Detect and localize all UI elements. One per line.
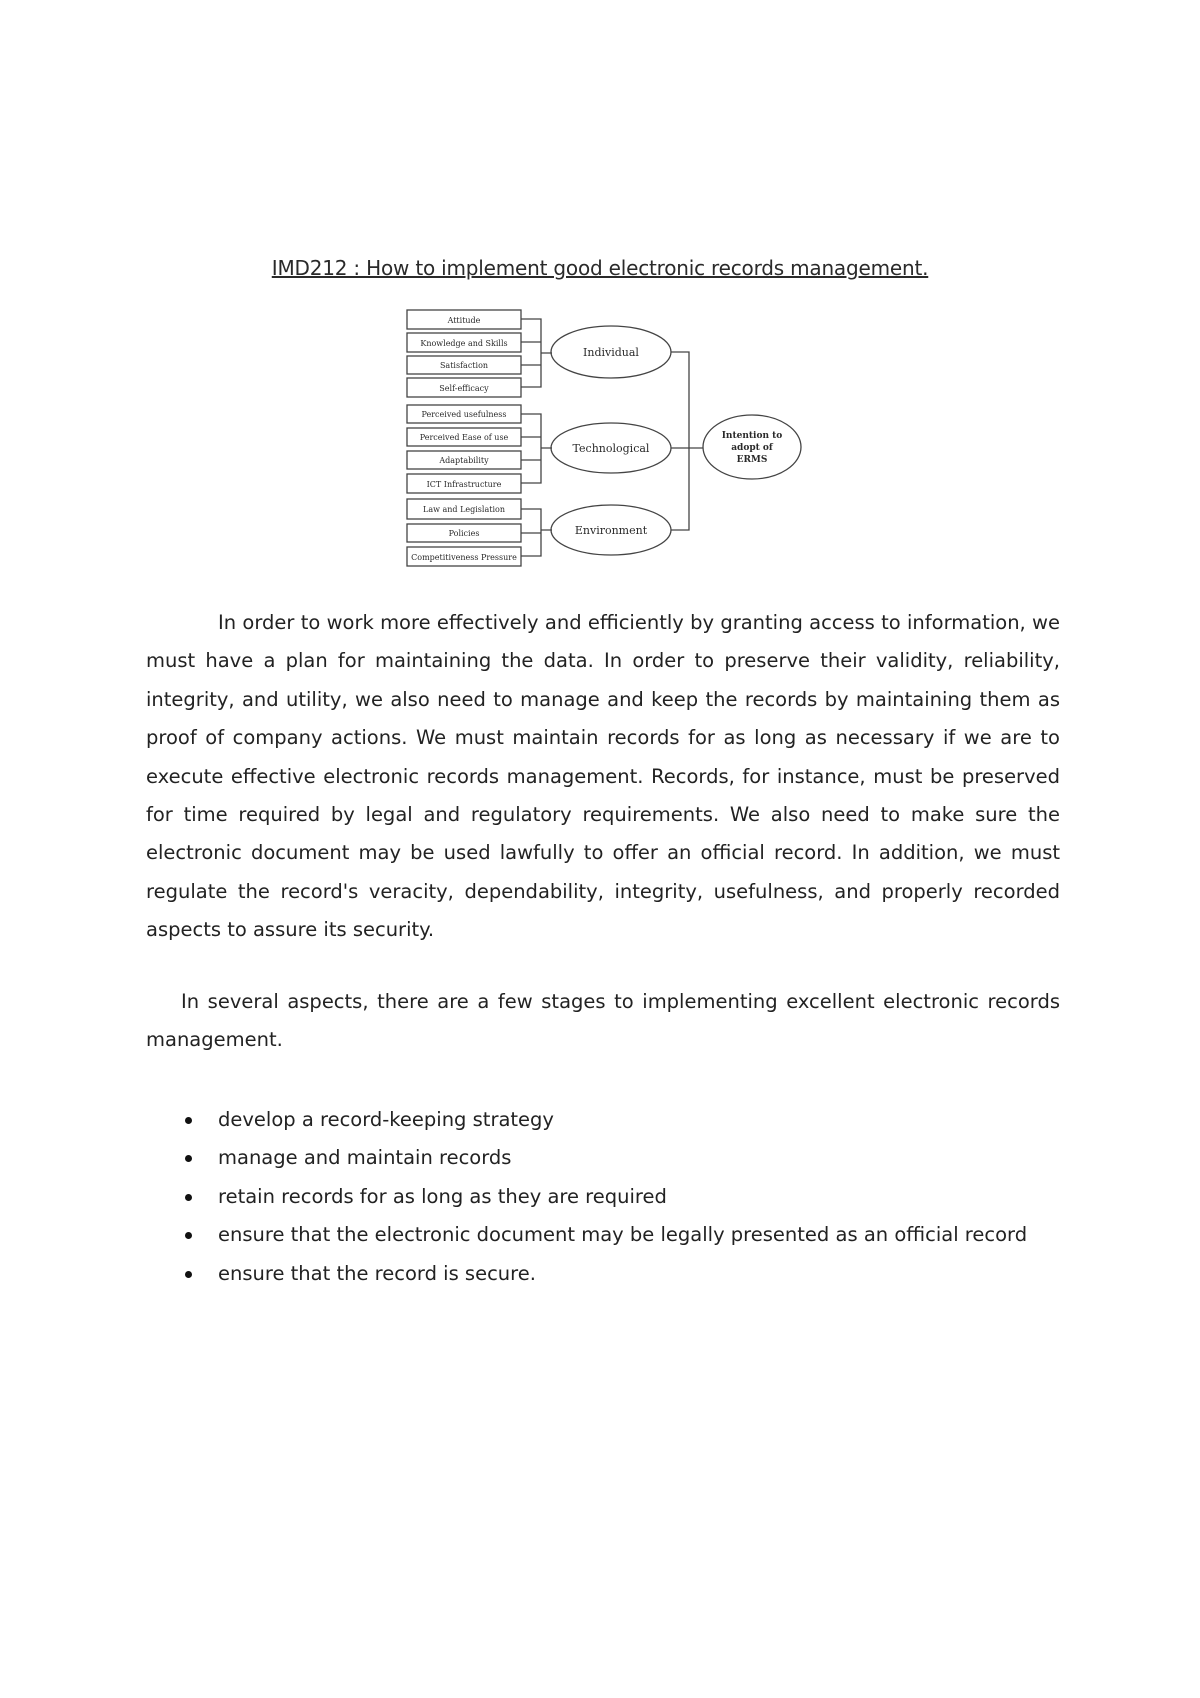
factor-label: Policies <box>448 529 480 538</box>
body-paragraph: In several aspects, there are a few stages to implementing excellent electronic records management. <box>146 990 1060 1052</box>
factor-label: Attitude <box>447 316 481 325</box>
bullet-icon <box>185 1117 192 1124</box>
list-item <box>146 1178 1086 1216</box>
list-item-text: ensure that the record is secure. <box>218 1261 536 1285</box>
factor-label: Law and Legislation <box>423 505 505 514</box>
bullet-icon <box>185 1155 192 1162</box>
factor-label: Self-efficacy <box>439 384 489 393</box>
outcome-label-line: Intention to <box>721 431 783 441</box>
list-item <box>146 1216 1086 1254</box>
factor-label: Adaptability <box>439 456 489 465</box>
erms-adoption-diagram <box>400 303 810 570</box>
factor-label: Satisfaction <box>439 361 489 370</box>
list-item <box>146 1139 1086 1177</box>
bullet-icon <box>185 1232 192 1239</box>
group-label-technological: Technological <box>572 442 650 455</box>
group-label-individual: Individual <box>583 346 639 359</box>
document-title: IMD212 : How to implement good electronic records management. <box>271 256 929 280</box>
bullet-icon <box>185 1194 192 1201</box>
factor-label: Knowledge and Skills <box>420 339 508 348</box>
body-paragraph: In order to work more effectively and efficiently by granting access to information, we must have a plan for maintaining the data. In order to preserve their validity, reliability, integrity, and utility, we also need to manage and keep the records by maintaining them as proof of company actions. We must maintain records for as long as necessary if we are to execute effective electronic records management. Records, for instance, must be preserved for time required by legal and regulatory requirements. We also need to make sure the electronic document may be used lawfully to offer an official record. In addition, we must regulate the record's veracity, dependability, integrity, usefulness, and properly recorded aspects to assure its security. <box>146 611 1060 942</box>
list-item-text: develop a record-keeping strategy <box>218 1108 554 1131</box>
list-item <box>146 1255 1086 1293</box>
factor-label: ICT Infrastructure <box>426 480 502 489</box>
outcome-label-line: adopt of <box>731 443 773 453</box>
stages-list <box>146 1101 1086 1293</box>
factor-label: Competitiveness Pressure <box>411 553 517 562</box>
factor-label: Perceived usefulness <box>421 410 507 419</box>
list-item-text: ensure that the electronic document may be legally presented as an official record <box>218 1223 1028 1247</box>
outcome-label-line: ERMS <box>736 455 768 465</box>
bullet-icon <box>185 1271 192 1278</box>
factor-label: Perceived Ease of use <box>419 433 509 442</box>
list-item <box>146 1101 1086 1139</box>
list-item-text: manage and maintain records <box>218 1146 512 1170</box>
group-label-environment: Environment <box>574 524 648 537</box>
list-item-text: retain records for as long as they are required <box>218 1184 667 1208</box>
